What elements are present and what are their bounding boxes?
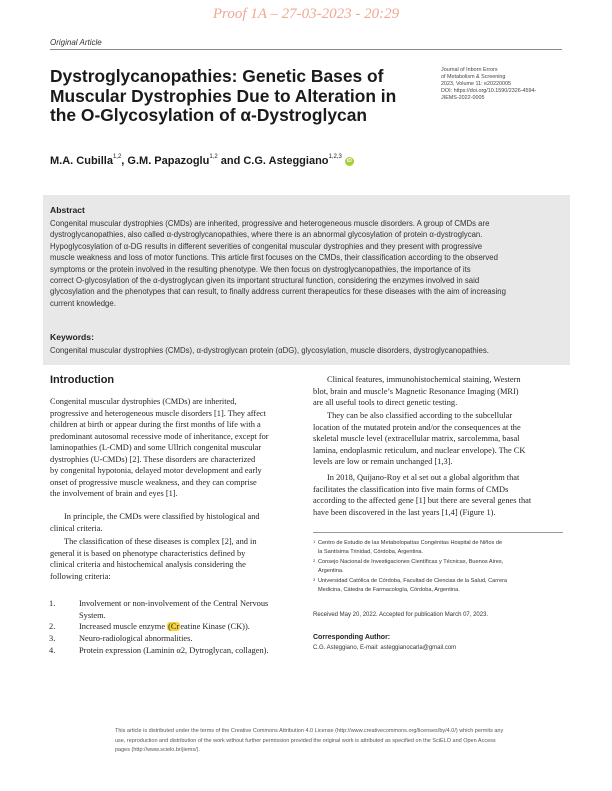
body-line: Clinical features, immunohistochemical staining, Western (327, 375, 521, 384)
list-text: eatine Kinase (CK)). (180, 622, 250, 631)
list-number: 3. (49, 634, 56, 643)
title-line: Dystroglycanopathies: Genetic Bases of (50, 66, 384, 86)
right-column-p2 (313, 410, 525, 468)
author-list: M.A. Cubilla$^{1,2}$, G.M. Papazoglu$^{1,2}$ and C.G. Asteggiano$^{1,2,3}$iD (50, 154, 352, 167)
affiliation-sup: 1,2,3 (328, 154, 342, 160)
body-line: The classification of these diseases is complex [2], and in (64, 537, 257, 546)
list-number: 1. (49, 599, 56, 608)
author-conjunction: and (220, 155, 241, 167)
abstract-heading: Abstract (50, 205, 85, 215)
author-name: M.A. Cubilla (50, 155, 113, 167)
body-line: lamina, endoplasmic reticulum, and nuclear envelope). The CK (313, 445, 526, 455)
comment-highlight[interactable]: (Cr (168, 622, 180, 631)
affiliation-sup: 1,2 (112, 154, 122, 160)
footnote (313, 558, 563, 575)
list-line: Neuro-radiological abnormalities. (79, 634, 193, 643)
body-line: are all useful tools to direct genetic testing. (313, 398, 458, 407)
criteria-list-item (49, 598, 309, 621)
abstract-line: Hypoglycosylation of α-DG results in different severities of congenital muscular dystrophies and they present with progressive (50, 241, 483, 251)
orcid-icon[interactable]: iD (346, 157, 352, 164)
body-line: They can be also classified according to the subcellular (327, 411, 513, 420)
body-line: the involvement of brain and eyes [1]. (50, 489, 178, 498)
criteria-list-item (49, 633, 309, 645)
body-line: predominant autosomal recessive mode of inheritance, except for (50, 431, 269, 441)
author-name: C.G. Asteggiano (243, 155, 329, 167)
body-line: general it is based on phenotype characteristics defined by (50, 548, 246, 558)
abstract-line: dystroglycanopathies, also called α-dystroglycanopathies, where there is an abnormal glycosylation of protein α-dystroglycan. (50, 230, 483, 240)
license-text (115, 727, 563, 756)
license-line: pages (http://www.scielo.br/jiems/). (115, 747, 200, 753)
body-line: blot, brain and muscle’s Magnetic Resonance Imaging (MRI) (313, 386, 519, 396)
left-column-p1 (50, 396, 269, 500)
list-number: 4. (49, 646, 56, 655)
abstract-text (50, 218, 562, 309)
corresponding-author: C.G. Asteggiano, E-mail: asteggianocarla@gmail.com (313, 645, 457, 651)
criteria-list-item (49, 645, 309, 657)
footnote-rule (313, 532, 563, 533)
footnote-marker: 2 (313, 558, 316, 563)
right-column-p1 (313, 374, 521, 409)
body-line: progressive and heterogeneous muscle disorders [1]. They affect (50, 408, 266, 418)
keywords-heading: Keywords: (50, 332, 94, 342)
abstract-line: glycosylation and the phenotypes that can result, to finally address current therapeutics for these diseases with the aim of increasing (50, 287, 506, 297)
journal-line: of Metabolism & Screening (441, 74, 506, 80)
body-line: dystrophies (U-CMDs) [2]. These disorders are characterized (50, 454, 256, 464)
body-line: Congenital muscular dystrophies (CMDs) are inherited, (50, 397, 237, 406)
list-line: Protein expression (Laminin α2, Dytroglycan, collagen). (79, 646, 269, 655)
footnote-marker: 3 (313, 577, 316, 582)
body-line: clinical criteria and histochemical analysis considering the (50, 560, 246, 569)
keywords-line: Congenital muscular dystrophies (CMDs), α-dystroglycan protein (αDG), glycosylation, muscle disorders, dystroglycanopathies. (50, 346, 489, 355)
body-line: location of the mutated protein and/or the consequences at the (313, 422, 521, 432)
footnote-marker: 1 (313, 539, 316, 544)
journal-line: Journal of Inborn Errors (441, 67, 498, 73)
footnote-line: Medicina, Cátedra de Farmacología, Córdoba, Argentina. (318, 586, 460, 593)
abstract-line: current knowledge. (50, 298, 116, 308)
body-line: laminopathies (L-CMD) and some Ullrich congenital muscular (50, 443, 262, 452)
proof-stamp: Proof 1A – 27-03-2023 - 20:29 (212, 6, 400, 22)
list-line: Involvement or non-involvement of the Central Nervous (79, 599, 269, 608)
list-line (79, 621, 309, 633)
criteria-list-item (49, 621, 309, 633)
list-line: System. (79, 610, 106, 620)
body-line: following criteria: (50, 571, 111, 581)
header-rule (50, 49, 562, 50)
footnote-line: Argentina. (318, 567, 344, 574)
body-line: children at birth or appear during the first months of life with a (50, 420, 261, 429)
article-title (50, 67, 425, 126)
abstract-line: symptoms or the protein involved in the resulting phenotype. We then focus on dystroglycanopathies, the importance of its (50, 264, 471, 274)
right-column-p3 (313, 472, 531, 518)
section-label: Original Article (50, 38, 102, 47)
list-text: Increased muscle enzyme (79, 622, 168, 631)
left-column-p3 (50, 536, 257, 582)
body-line: onset of progressive muscle weakness, and they can comprise (50, 477, 257, 487)
abstract-line: correct O-glycosylation of the α-dystroglycan given its important structural function, considering the enzymes involved in said (50, 276, 480, 286)
body-line: skeletal muscle level (extracellular matrix, sarcolemma, basal (313, 434, 520, 443)
journal-line: 2023, Volume 11: e20220005 (441, 81, 512, 87)
body-line: have been discovered in the last years [1,4] (Figure 1). (313, 507, 496, 517)
footnote-line: Centro de Estudio de las Metabolopatías Congénitas Hospital de Niños de (318, 540, 503, 546)
corresponding-heading: Corresponding Author: (313, 634, 391, 641)
license-line: use, reproduction and distribution of the work without further permission provided the original work is attributed as specified on the SciELO and Open Access (115, 737, 496, 744)
title-line: the O-Glycosylation of α-Dystroglycan (50, 105, 368, 125)
journal-info (441, 67, 566, 102)
footnote-line: la Santísima Trinidad, Córdoba, Argentina. (318, 548, 424, 555)
body-line: In principle, the CMDs were classified by histological and (64, 512, 260, 521)
abstract-line: Congenital muscular dystrophies (CMDs) are inherited, progressive and heterogeneous muscle disorders. A group of CMDs are (50, 219, 490, 228)
body-line: levels are low or remain unchanged [1,3]. (313, 457, 453, 466)
received-date: Received May 20, 2022. Accepted for publication March 07, 2023. (313, 612, 489, 618)
doi-link[interactable]: JIEMS-2022-0005 (441, 95, 485, 101)
introduction-heading: Introduction (50, 374, 115, 386)
body-line: according to the affected gene [1] but there are several genes that (313, 496, 532, 505)
abstract-line: muscle weakness and loss of motor functions. This article first focuses on the CMDs, their classification according to the observed (50, 253, 498, 263)
body-line: by congenital hypotonia, delayed motor development and early (50, 466, 262, 475)
footnote (313, 539, 563, 556)
list-number: 2. (49, 622, 56, 631)
body-line: facilitates the classification into five main forms of CMDs (313, 484, 509, 494)
author-name: G.M. Papazoglu (127, 155, 210, 167)
left-column-p2 (50, 511, 260, 534)
body-line: In 2018, Quijano-Roy et al set out a global algorithm that (327, 473, 520, 482)
keywords-text (50, 345, 489, 356)
affiliation-sup: 1,2 (209, 154, 218, 160)
title-line: Muscular Dystrophies Due to Alteration in (50, 85, 397, 106)
license-line: This article is distributed under the terms of the Creative Commons Attribution 4.0 License (http://www.creativecommons.org/licenses/by/4.0/) which permits any (115, 728, 504, 734)
footnote-line: Universidad Católica de Córdoba, Facultad de Ciencias de la Salud, Carrera (318, 578, 508, 584)
doi-link[interactable]: DOI: https://doi.org/10.1590/2326-4594- (441, 88, 537, 94)
footnote-line: Consejo Nacional de Investigaciones Científicas y Técnicas, Buenos Aires, (318, 559, 504, 565)
footnote (313, 577, 563, 594)
body-line: clinical criteria. (50, 523, 103, 533)
